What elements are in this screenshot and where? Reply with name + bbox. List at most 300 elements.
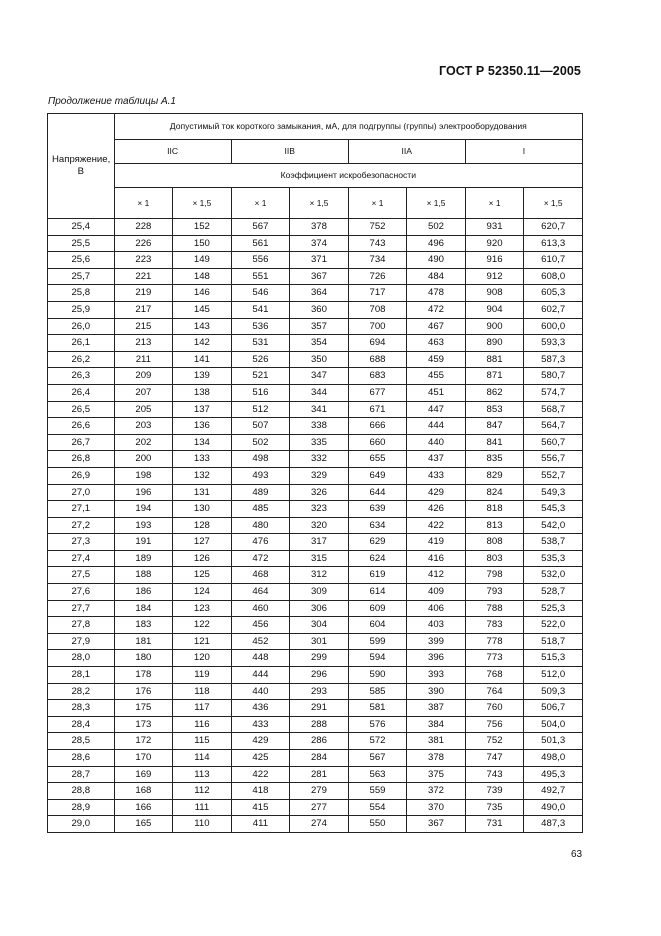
current-value-cell: 173	[114, 716, 173, 733]
current-value-cell: 370	[407, 799, 466, 816]
current-value-cell: 183	[114, 617, 173, 634]
current-value-cell: 604	[348, 617, 407, 634]
current-value-cell: 124	[173, 584, 232, 601]
current-value-cell: 390	[407, 683, 466, 700]
current-value-cell: 168	[114, 783, 173, 800]
current-value-cell: 587,3	[524, 351, 583, 368]
current-value-cell: 130	[173, 501, 232, 518]
current-value-cell: 554	[348, 799, 407, 816]
current-value-cell: 620,7	[524, 219, 583, 236]
voltage-cell: 26,3	[48, 368, 115, 385]
current-value-cell: 541	[231, 301, 290, 318]
current-value-cell: 824	[465, 484, 524, 501]
voltage-cell: 28,9	[48, 799, 115, 816]
current-value-cell: 778	[465, 633, 524, 650]
voltage-cell: 26,7	[48, 434, 115, 451]
current-value-cell: 301	[290, 633, 349, 650]
current-value-cell: 688	[348, 351, 407, 368]
group-header: IIC	[114, 140, 231, 164]
current-value-cell: 535,3	[524, 550, 583, 567]
voltage-cell: 28,8	[48, 783, 115, 800]
current-value-cell: 188	[114, 567, 173, 584]
table-row	[48, 584, 583, 601]
table-row	[48, 667, 583, 684]
current-value-cell: 556,7	[524, 451, 583, 468]
current-value-cell: 412	[407, 567, 466, 584]
table-caption: Продолжение таблицы А.1	[48, 96, 176, 107]
current-value-cell: 629	[348, 534, 407, 551]
current-value-cell: 476	[231, 534, 290, 551]
current-value-cell: 451	[407, 384, 466, 401]
current-value-cell: 773	[465, 650, 524, 667]
current-value-cell: 138	[173, 384, 232, 401]
current-value-cell: 226	[114, 235, 173, 252]
current-value-cell: 128	[173, 517, 232, 534]
short-circuit-current-header: Допустимый ток короткого замыкания, мА, для подгруппы (группы) электрооборудования	[114, 114, 582, 140]
current-value-cell: 608,0	[524, 268, 583, 285]
voltage-cell: 28,0	[48, 650, 115, 667]
current-value-cell: 496	[407, 235, 466, 252]
voltage-cell: 26,4	[48, 384, 115, 401]
current-value-cell: 660	[348, 434, 407, 451]
current-value-cell: 335	[290, 434, 349, 451]
current-value-cell: 564,7	[524, 418, 583, 435]
current-value-cell: 112	[173, 783, 232, 800]
current-value-cell: 768	[465, 667, 524, 684]
current-value-cell: 512,0	[524, 667, 583, 684]
current-value-cell: 169	[114, 766, 173, 783]
current-value-cell: 841	[465, 434, 524, 451]
current-value-cell: 743	[465, 766, 524, 783]
current-value-cell: 818	[465, 501, 524, 518]
current-value-cell: 119	[173, 667, 232, 684]
current-value-cell: 323	[290, 501, 349, 518]
current-value-cell: 456	[231, 617, 290, 634]
group-header: IIB	[231, 140, 348, 164]
current-value-cell: 501,3	[524, 733, 583, 750]
current-value-cell: 731	[465, 816, 524, 833]
current-value-cell: 396	[407, 650, 466, 667]
current-value-cell: 360	[290, 301, 349, 318]
current-value-cell: 717	[348, 285, 407, 302]
current-value-cell: 550	[348, 816, 407, 833]
current-value-cell: 549,3	[524, 484, 583, 501]
current-value-cell: 538,7	[524, 534, 583, 551]
current-value-cell: 120	[173, 650, 232, 667]
table-row	[48, 766, 583, 783]
current-value-cell: 165	[114, 816, 173, 833]
current-value-cell: 735	[465, 799, 524, 816]
current-value-cell: 480	[231, 517, 290, 534]
current-value-cell: 211	[114, 351, 173, 368]
current-value-cell: 610,7	[524, 252, 583, 269]
data-table	[47, 113, 583, 833]
voltage-cell: 26,0	[48, 318, 115, 335]
current-value-cell: 202	[114, 434, 173, 451]
current-value-cell: 200	[114, 451, 173, 468]
current-value-cell: 419	[407, 534, 466, 551]
current-value-cell: 560,7	[524, 434, 583, 451]
current-value-cell: 752	[465, 733, 524, 750]
current-value-cell: 613,3	[524, 235, 583, 252]
current-value-cell: 387	[407, 700, 466, 717]
current-value-cell: 546	[231, 285, 290, 302]
standard-designation: ГОСТ Р 52350.11—2005	[438, 64, 581, 78]
current-value-cell: 403	[407, 617, 466, 634]
current-value-cell: 752	[348, 219, 407, 236]
current-value-cell: 528,7	[524, 584, 583, 601]
voltage-cell: 28,4	[48, 716, 115, 733]
current-value-cell: 492,7	[524, 783, 583, 800]
current-value-cell: 448	[231, 650, 290, 667]
current-value-cell: 384	[407, 716, 466, 733]
current-value-cell: 117	[173, 700, 232, 717]
current-value-cell: 175	[114, 700, 173, 717]
current-value-cell: 150	[173, 235, 232, 252]
table-row	[48, 799, 583, 816]
voltage-cell: 28,2	[48, 683, 115, 700]
current-value-cell: 671	[348, 401, 407, 418]
safety-factor-header: × 1	[114, 188, 173, 219]
table-row	[48, 219, 583, 236]
current-value-cell: 149	[173, 252, 232, 269]
current-value-cell: 493	[231, 467, 290, 484]
voltage-cell: 28,1	[48, 667, 115, 684]
current-value-cell: 286	[290, 733, 349, 750]
current-value-cell: 542,0	[524, 517, 583, 534]
current-value-cell: 306	[290, 600, 349, 617]
current-value-cell: 291	[290, 700, 349, 717]
current-value-cell: 460	[231, 600, 290, 617]
current-value-cell: 409	[407, 584, 466, 601]
current-value-cell: 619	[348, 567, 407, 584]
current-value-cell: 189	[114, 550, 173, 567]
current-value-cell: 127	[173, 534, 232, 551]
current-value-cell: 808	[465, 534, 524, 551]
current-value-cell: 521	[231, 368, 290, 385]
current-value-cell: 793	[465, 584, 524, 601]
current-value-cell: 835	[465, 451, 524, 468]
voltage-cell: 26,8	[48, 451, 115, 468]
voltage-cell: 27,6	[48, 584, 115, 601]
current-value-cell: 139	[173, 368, 232, 385]
safety-factor-header: × 1,5	[407, 188, 466, 219]
current-value-cell: 114	[173, 750, 232, 767]
voltage-cell: 29,0	[48, 816, 115, 833]
voltage-cell: 25,5	[48, 235, 115, 252]
current-value-cell: 498	[231, 451, 290, 468]
current-value-cell: 467	[407, 318, 466, 335]
current-value-cell: 871	[465, 368, 524, 385]
current-value-cell: 191	[114, 534, 173, 551]
current-value-cell: 274	[290, 816, 349, 833]
current-value-cell: 532,0	[524, 567, 583, 584]
current-value-cell: 347	[290, 368, 349, 385]
current-value-cell: 415	[231, 799, 290, 816]
table-row	[48, 534, 583, 551]
voltage-cell: 28,3	[48, 700, 115, 717]
table-row	[48, 750, 583, 767]
current-value-cell: 122	[173, 617, 232, 634]
current-value-cell: 556	[231, 252, 290, 269]
current-value-cell: 574,7	[524, 384, 583, 401]
voltage-cell: 26,5	[48, 401, 115, 418]
current-value-cell: 381	[407, 733, 466, 750]
current-value-cell: 137	[173, 401, 232, 418]
group-header: IIA	[348, 140, 465, 164]
current-value-cell: 433	[231, 716, 290, 733]
current-value-cell: 516	[231, 384, 290, 401]
current-value-cell: 296	[290, 667, 349, 684]
safety-factor-header: × 1,5	[524, 188, 583, 219]
current-value-cell: 739	[465, 783, 524, 800]
safety-factor-header: × 1,5	[173, 188, 232, 219]
current-value-cell: 920	[465, 235, 524, 252]
table-row	[48, 418, 583, 435]
current-value-cell: 614	[348, 584, 407, 601]
current-value-cell: 447	[407, 401, 466, 418]
table-row	[48, 252, 583, 269]
voltage-cell: 27,5	[48, 567, 115, 584]
current-value-cell: 464	[231, 584, 290, 601]
current-value-cell: 115	[173, 733, 232, 750]
current-value-cell: 444	[407, 418, 466, 435]
table-row	[48, 351, 583, 368]
current-value-cell: 890	[465, 335, 524, 352]
current-value-cell: 371	[290, 252, 349, 269]
current-value-cell: 148	[173, 268, 232, 285]
table-row	[48, 318, 583, 335]
current-value-cell: 526	[231, 351, 290, 368]
current-value-cell: 228	[114, 219, 173, 236]
current-value-cell: 639	[348, 501, 407, 518]
current-value-cell: 593,3	[524, 335, 583, 352]
current-value-cell: 472	[407, 301, 466, 318]
voltage-cell: 26,2	[48, 351, 115, 368]
current-value-cell: 552,7	[524, 467, 583, 484]
table-row	[48, 517, 583, 534]
voltage-cell: 28,5	[48, 733, 115, 750]
current-value-cell: 215	[114, 318, 173, 335]
current-value-cell: 803	[465, 550, 524, 567]
current-value-cell: 559	[348, 783, 407, 800]
current-value-cell: 203	[114, 418, 173, 435]
voltage-column-header: Напряжение, В	[48, 114, 115, 219]
current-value-cell: 634	[348, 517, 407, 534]
voltage-cell: 27,7	[48, 600, 115, 617]
current-value-cell: 655	[348, 451, 407, 468]
current-value-cell: 813	[465, 517, 524, 534]
current-value-cell: 468	[231, 567, 290, 584]
table-row	[48, 301, 583, 318]
current-value-cell: 217	[114, 301, 173, 318]
group-header: I	[465, 140, 582, 164]
current-value-cell: 378	[290, 219, 349, 236]
current-value-cell: 429	[231, 733, 290, 750]
current-value-cell: 436	[231, 700, 290, 717]
current-value-cell: 545,3	[524, 501, 583, 518]
table-row	[48, 733, 583, 750]
table-row	[48, 567, 583, 584]
current-value-cell: 293	[290, 683, 349, 700]
current-value-cell: 152	[173, 219, 232, 236]
current-value-cell: 426	[407, 501, 466, 518]
current-value-cell: 536	[231, 318, 290, 335]
current-value-cell: 847	[465, 418, 524, 435]
current-value-cell: 393	[407, 667, 466, 684]
current-value-cell: 572	[348, 733, 407, 750]
table-row	[48, 467, 583, 484]
current-value-cell: 649	[348, 467, 407, 484]
current-value-cell: 472	[231, 550, 290, 567]
current-value-cell: 213	[114, 335, 173, 352]
current-value-cell: 141	[173, 351, 232, 368]
current-value-cell: 176	[114, 683, 173, 700]
current-value-cell: 459	[407, 351, 466, 368]
current-value-cell: 502	[407, 219, 466, 236]
current-value-cell: 338	[290, 418, 349, 435]
current-value-cell: 288	[290, 716, 349, 733]
current-value-cell: 504,0	[524, 716, 583, 733]
current-value-cell: 463	[407, 335, 466, 352]
current-value-cell: 478	[407, 285, 466, 302]
current-value-cell: 131	[173, 484, 232, 501]
current-value-cell: 502	[231, 434, 290, 451]
current-value-cell: 853	[465, 401, 524, 418]
current-value-cell: 284	[290, 750, 349, 767]
table-row	[48, 501, 583, 518]
current-value-cell: 490	[407, 252, 466, 269]
current-value-cell: 378	[407, 750, 466, 767]
current-value-cell: 375	[407, 766, 466, 783]
current-value-cell: 490,0	[524, 799, 583, 816]
current-value-cell: 585	[348, 683, 407, 700]
current-value-cell: 312	[290, 567, 349, 584]
current-value-cell: 110	[173, 816, 232, 833]
current-value-cell: 354	[290, 335, 349, 352]
current-value-cell: 320	[290, 517, 349, 534]
current-value-cell: 136	[173, 418, 232, 435]
current-value-cell: 726	[348, 268, 407, 285]
current-value-cell: 455	[407, 368, 466, 385]
current-value-cell: 425	[231, 750, 290, 767]
current-value-cell: 126	[173, 550, 232, 567]
current-value-cell: 422	[231, 766, 290, 783]
current-value-cell: 931	[465, 219, 524, 236]
current-value-cell: 498,0	[524, 750, 583, 767]
current-value-cell: 764	[465, 683, 524, 700]
current-value-cell: 433	[407, 467, 466, 484]
current-value-cell: 422	[407, 517, 466, 534]
voltage-cell: 25,4	[48, 219, 115, 236]
current-value-cell: 184	[114, 600, 173, 617]
current-value-cell: 344	[290, 384, 349, 401]
voltage-cell: 25,9	[48, 301, 115, 318]
current-value-cell: 605,3	[524, 285, 583, 302]
current-value-cell: 506,7	[524, 700, 583, 717]
current-value-cell: 600,0	[524, 318, 583, 335]
current-value-cell: 418	[231, 783, 290, 800]
voltage-cell: 28,7	[48, 766, 115, 783]
current-value-cell: 437	[407, 451, 466, 468]
current-value-cell: 551	[231, 268, 290, 285]
voltage-cell: 28,6	[48, 750, 115, 767]
current-value-cell: 788	[465, 600, 524, 617]
current-value-cell: 429	[407, 484, 466, 501]
current-value-cell: 277	[290, 799, 349, 816]
current-value-cell: 568,7	[524, 401, 583, 418]
current-value-cell: 512	[231, 401, 290, 418]
voltage-cell: 27,1	[48, 501, 115, 518]
current-value-cell: 798	[465, 567, 524, 584]
table-row	[48, 600, 583, 617]
current-value-cell: 111	[173, 799, 232, 816]
voltage-cell: 25,8	[48, 285, 115, 302]
current-value-cell: 374	[290, 235, 349, 252]
current-value-cell: 783	[465, 617, 524, 634]
current-value-cell: 411	[231, 816, 290, 833]
current-value-cell: 531	[231, 335, 290, 352]
voltage-cell: 27,2	[48, 517, 115, 534]
current-value-cell: 563	[348, 766, 407, 783]
current-value-cell: 133	[173, 451, 232, 468]
current-value-cell: 186	[114, 584, 173, 601]
current-value-cell: 594	[348, 650, 407, 667]
current-value-cell: 134	[173, 434, 232, 451]
voltage-cell: 27,9	[48, 633, 115, 650]
current-value-cell: 143	[173, 318, 232, 335]
current-value-cell: 332	[290, 451, 349, 468]
voltage-cell: 26,1	[48, 335, 115, 352]
current-value-cell: 507	[231, 418, 290, 435]
current-value-cell: 132	[173, 467, 232, 484]
table-row	[48, 235, 583, 252]
current-value-cell: 329	[290, 467, 349, 484]
current-value-cell: 116	[173, 716, 232, 733]
current-value-cell: 747	[465, 750, 524, 767]
table-row	[48, 633, 583, 650]
current-value-cell: 694	[348, 335, 407, 352]
table-row	[48, 700, 583, 717]
current-value-cell: 743	[348, 235, 407, 252]
current-value-cell: 309	[290, 584, 349, 601]
table-row	[48, 716, 583, 733]
current-value-cell: 487,3	[524, 816, 583, 833]
table-row	[48, 401, 583, 418]
current-value-cell: 916	[465, 252, 524, 269]
current-value-cell: 146	[173, 285, 232, 302]
current-value-cell: 341	[290, 401, 349, 418]
current-value-cell: 624	[348, 550, 407, 567]
current-value-cell: 908	[465, 285, 524, 302]
current-value-cell: 299	[290, 650, 349, 667]
current-value-cell: 350	[290, 351, 349, 368]
current-value-cell: 829	[465, 467, 524, 484]
current-value-cell: 580,7	[524, 368, 583, 385]
current-value-cell: 172	[114, 733, 173, 750]
current-value-cell: 367	[290, 268, 349, 285]
current-value-cell: 219	[114, 285, 173, 302]
current-value-cell: 581	[348, 700, 407, 717]
current-value-cell: 223	[114, 252, 173, 269]
safety-factor-header: × 1	[465, 188, 524, 219]
voltage-cell: 27,3	[48, 534, 115, 551]
current-value-cell: 118	[173, 683, 232, 700]
current-value-cell: 196	[114, 484, 173, 501]
table-row	[48, 285, 583, 302]
current-value-cell: 900	[465, 318, 524, 335]
current-value-cell: 484	[407, 268, 466, 285]
